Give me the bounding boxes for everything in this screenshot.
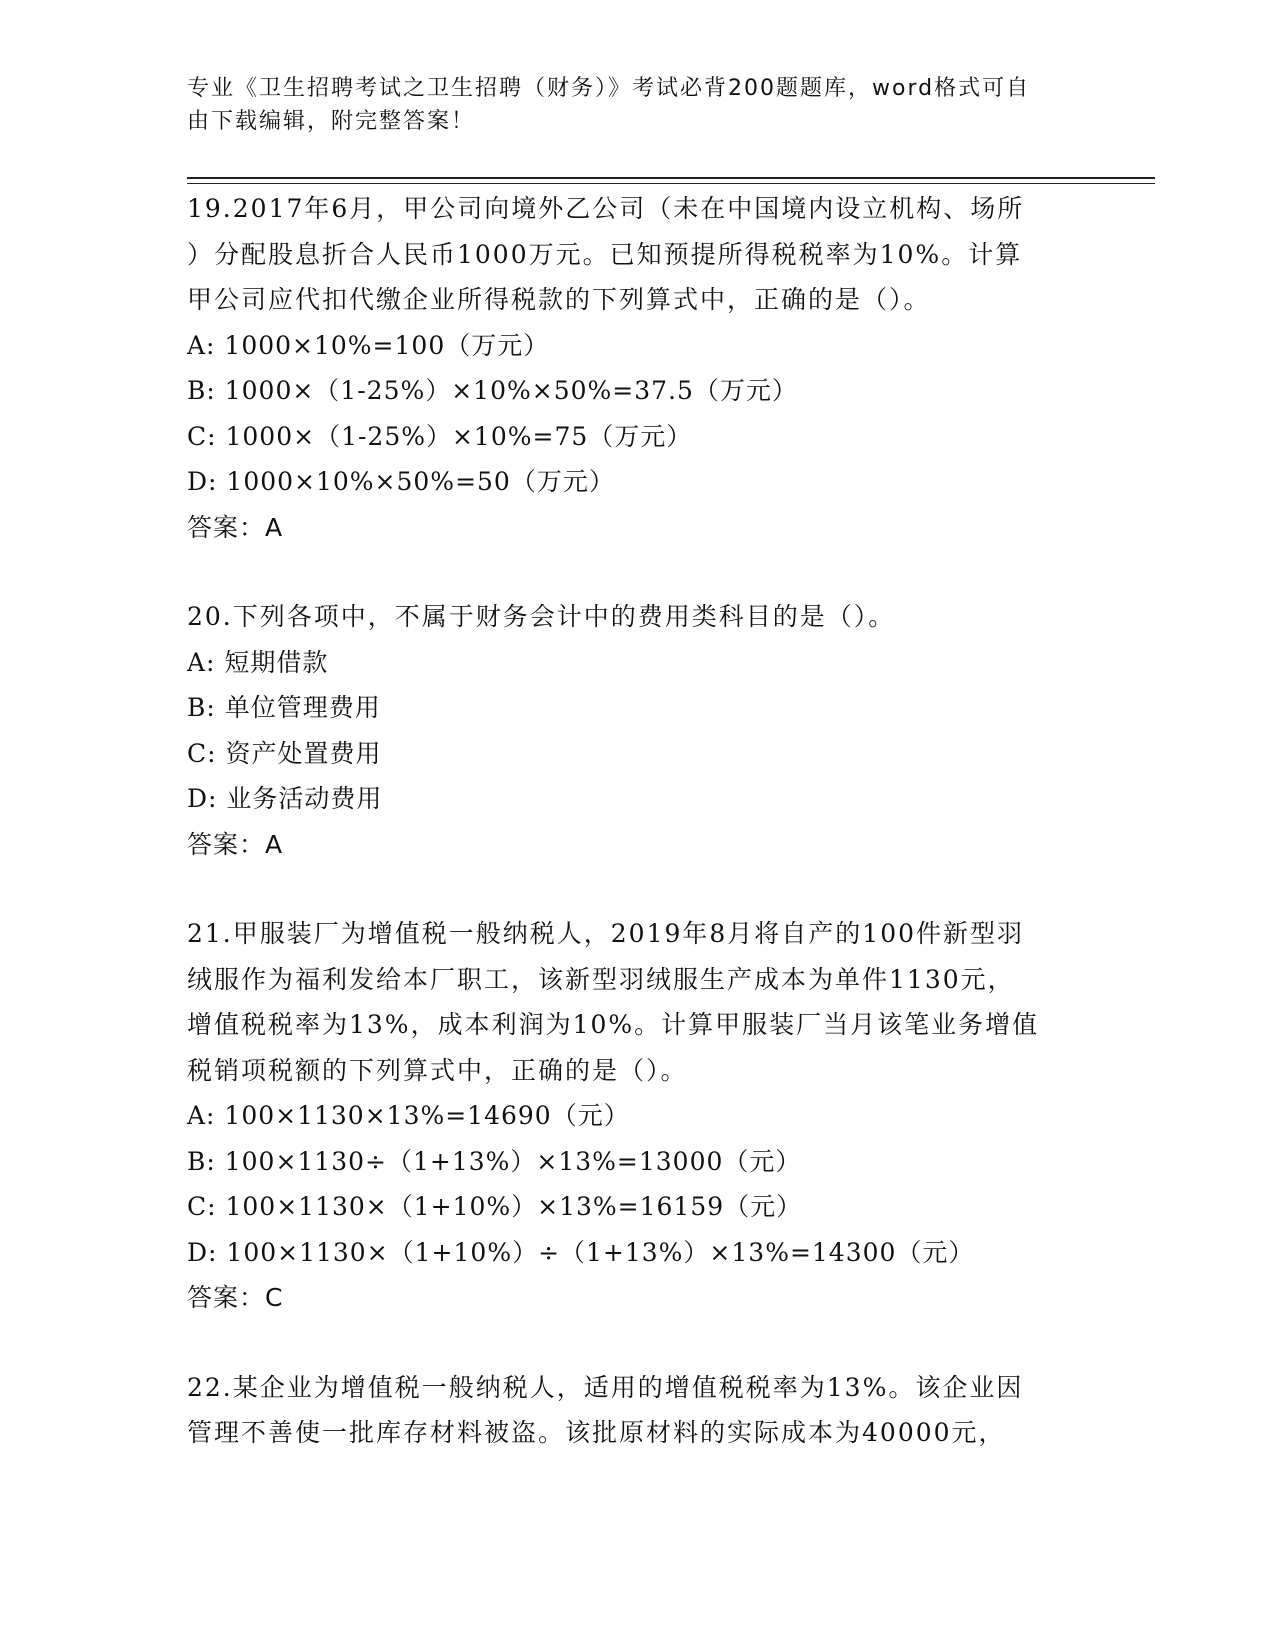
question-stem-line: 增值税税率为13%，成本利润为10%。计算甲服装厂当月该笔业务增值: [187, 1010, 1040, 1039]
question-stem-line: 绒服作为福利发给本厂职工，该新型羽绒服生产成本为单件1130元，: [187, 964, 1015, 994]
question-list: [187, 186, 1087, 1500]
option-a: A: 1000×10%=100（万元）: [187, 330, 550, 360]
question-stem-line: ）分配股息折合人民币1000万元。已知预提所得税税率为10%。计算: [187, 239, 1023, 269]
option-a: A: 短期借款: [187, 647, 329, 677]
header-line: 由下载编辑，附完整答案！: [187, 109, 476, 134]
option-c: C: 100×1130×（1+10%）×13%=16159（元）: [187, 1192, 803, 1221]
question-21: [187, 911, 1087, 1321]
question-20: [187, 594, 1087, 867]
document-header: [187, 72, 1087, 138]
question-stem-line: 税销项税额的下列算式中，正确的是（）。: [187, 1055, 688, 1085]
question-stem-line: 甲公司应代扣代缴企业所得税款的下列算式中，正确的是（）。: [187, 285, 931, 314]
option-d: D: 100×1130×（1+10%）÷（1+13%）×13%=14300（元）: [187, 1237, 975, 1267]
header-line: 专业《卫生招聘考试之卫生招聘（财务）》考试必背200题题库，word格式可自: [187, 76, 1031, 101]
option-b: B: 1000×（1-25%）×10%×50%=37.5（万元）: [187, 376, 798, 405]
option-d: D: 1000×10%×50%=50（万元）: [187, 467, 615, 496]
question-stem-line: 22.某企业为增值税一般纳税人，适用的增值税税率为13%。该企业因: [187, 1372, 1024, 1402]
question-stem-line: 20.下列各项中，不属于财务会计中的费用类科目的是（）。: [187, 602, 896, 631]
question-19: [187, 186, 1087, 550]
question-stem-line: 21.甲服装厂为增值税一般纳税人，2019年8月将自产的100件新型羽: [187, 919, 1025, 948]
option-c: C: 资产处置费用: [187, 738, 382, 768]
answer: 答案：A: [187, 512, 284, 542]
answer: 答案：C: [187, 1283, 284, 1312]
option-d: D: 业务活动费用: [187, 784, 383, 813]
answer: 答案：A: [187, 829, 284, 859]
question-stem-line: 19.2017年6月，甲公司向境外乙公司（未在中国境内设立机构、场所: [187, 194, 1025, 223]
question-22: [187, 1365, 1087, 1456]
question-stem-line: 管理不善使一批库存材料被盗。该批原材料的实际成本为40000元，: [187, 1418, 1006, 1447]
header-divider: [187, 177, 1155, 184]
option-c: C: 1000×（1-25%）×10%=75（万元）: [187, 421, 693, 451]
option-a: A: 100×1130×13%=14690（元）: [187, 1101, 630, 1130]
option-b: B: 100×1130÷（1+13%）×13%=13000（元）: [187, 1146, 802, 1176]
option-b: B: 单位管理费用: [187, 693, 381, 722]
